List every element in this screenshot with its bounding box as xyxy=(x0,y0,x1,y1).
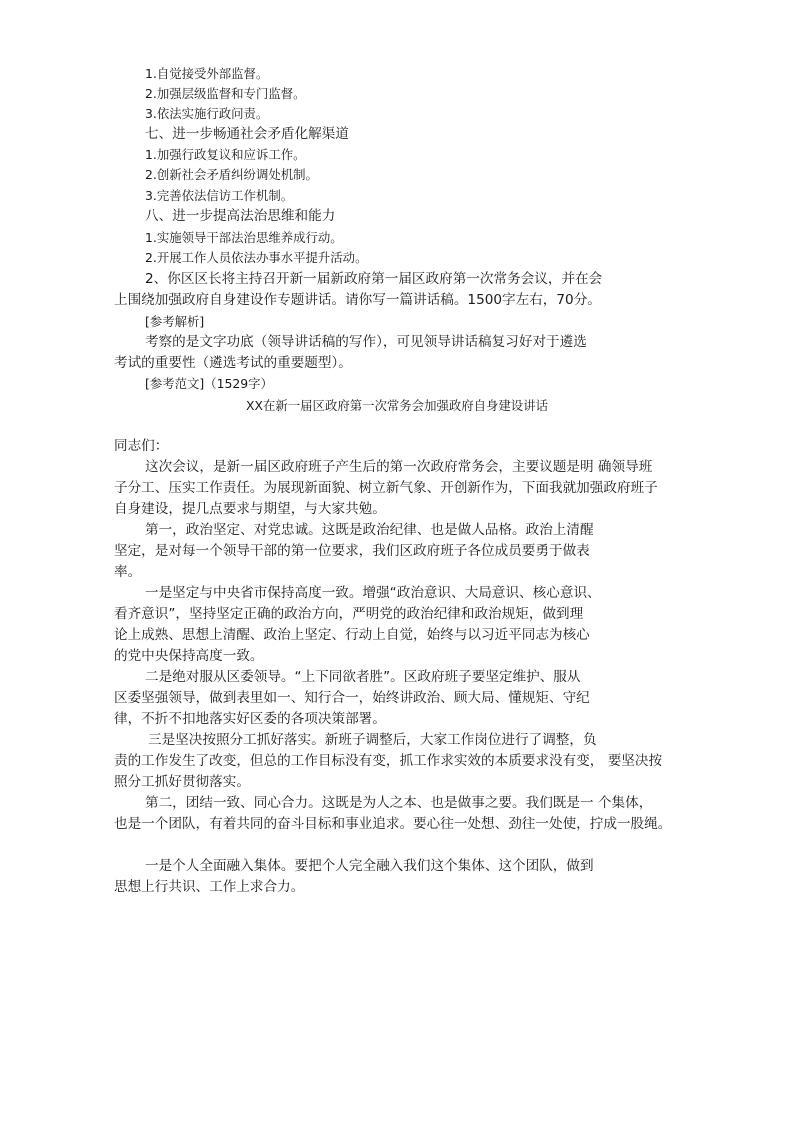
paragraph-line: 责的工作发生了改变，但总的工作目标没有变，抓工作求实效的本质要求没有变， 要坚决按 xyxy=(114,753,663,769)
list-item-rule-1: 1.实施领导干部法治思维养成行动。 xyxy=(145,230,343,245)
analysis-text-cont: 考试的重要性（遴选考试的重要题型）。 xyxy=(114,355,352,371)
analysis-text: 考察的是文字功底（领导讲话稿的写作），可见领导讲话稿复习好对于遴选 xyxy=(145,334,587,350)
salutation: 同志们： xyxy=(114,438,169,454)
list-item-supervision-2: 2.加强层级监督和专门监督。 xyxy=(145,86,306,101)
list-item-conflict-3: 3.完善依法信访工作机制。 xyxy=(145,188,294,203)
paragraph-line: 二是绝对服从区委领导。“上下同欲者胜”。区政府班子要坚定维护、服从 xyxy=(145,669,581,685)
analysis-label: [参考解析] xyxy=(145,314,205,329)
section-heading-8: 八、进一步提高法治思维和能力 xyxy=(145,208,336,224)
paragraph-line: 自身建设，提几点要求与期望，与大家共勉。 xyxy=(114,501,386,517)
list-item-rule-2: 2.开展工作人员依法办事水平提升活动。 xyxy=(145,250,368,265)
paragraph-line: 三是坚决按照分工抓好落实。新班子调整后，大家工作岗位进行了调整，负 xyxy=(148,732,597,748)
paragraph-line: 一是坚定与中央省市保持高度一致。增强“政治意识、大局意识、核心意识、 xyxy=(145,585,601,601)
paragraph-line: 坚定，是对每一个领导干部的第一位要求，我们区政府班子各位成员要勇于做表 xyxy=(114,543,590,559)
paragraph-line: 论上成熟、思想上清醒、政治上坚定、行动上自觉，始终与以习近平同志为核心 xyxy=(114,627,590,643)
paragraph-line: 也是一个团队，有着共同的奋斗目标和事业追求。要心往一处想、劲往一处使，拧成一股绳。 xyxy=(114,816,672,832)
paragraph-line: 区委坚强领导，做到表里如一、知行合一，始终讲政治、顾大局、懂规矩、守纪 xyxy=(114,690,590,706)
speech-title: XX在新一届区政府第一次常务会加强政府自身建设讲话 xyxy=(246,398,548,413)
sample-label: [参考范文]（1529字） xyxy=(145,376,273,391)
paragraph-line: 思想上行共识、工作上求合力。 xyxy=(114,879,305,895)
paragraph-line: 律，不折不扣地落实好区委的各项决策部署。 xyxy=(114,711,386,727)
question-text-cont: 上围绕加强政府自身建设作专题讲话。请你写一篇讲话稿。1500字左右，70分。 xyxy=(114,292,601,308)
question-text: 2、你区区长将主持召开新一届新政府第一届区政府第一次常务会议，并在会 xyxy=(145,271,603,287)
paragraph-line: 这次会议，是新一届区政府班子产生后的第一次政府常务会，主要议题是明 确领导班 xyxy=(145,459,653,475)
paragraph-line: 子分工、压实工作责任。为展现新面貌、树立新气象、开创新作为，下面我就加强政府班子 xyxy=(114,480,658,496)
list-item-supervision-1: 1.自觉接受外部监督。 xyxy=(145,66,269,81)
paragraph-line: 一是个人全面融入集体。要把个人完全融入我们这个集体、这个团队，做到 xyxy=(145,858,594,874)
list-item-conflict-1: 1.加强行政复议和应诉工作。 xyxy=(145,147,306,162)
section-heading-7: 七、进一步畅通社会矛盾化解渠道 xyxy=(145,126,349,142)
paragraph-line: 看齐意识”，坚持坚定正确的政治方向，严明党的政治纪律和政治规矩，做到理 xyxy=(114,606,584,622)
list-item-supervision-3: 3.依法实施行政问责。 xyxy=(145,106,269,121)
paragraph-line: 第一，政治坚定、对党忠诚。这既是政治纪律、也是做人品格。政治上清醒 xyxy=(145,522,594,538)
paragraph-line: 的党中央保持高度一致。 xyxy=(114,648,264,664)
paragraph-line: 照分工抓好贯彻落实。 xyxy=(114,774,250,790)
paragraph-line: 率。 xyxy=(114,564,142,580)
list-item-conflict-2: 2.创新社会矛盾纠纷调处机制。 xyxy=(145,167,318,182)
paragraph-line: 第二，团结一致、同心合力。这既是为人之本、也是做事之要。我们既是一 个集体， xyxy=(145,795,653,811)
